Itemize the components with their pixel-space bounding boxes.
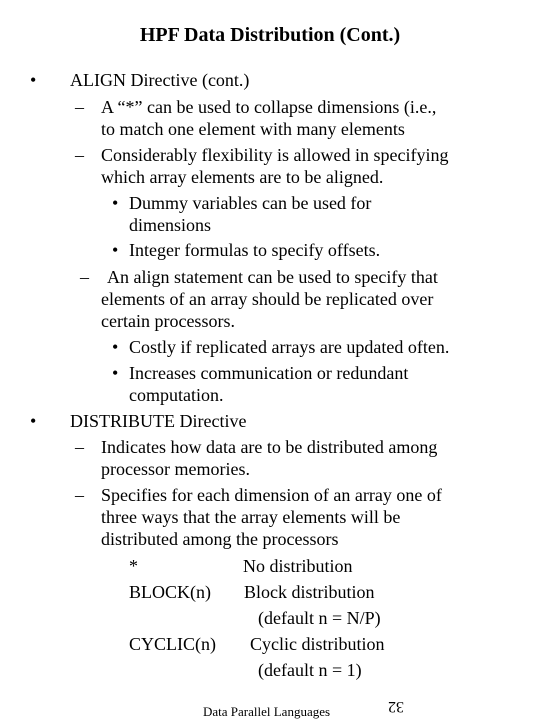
align-item-1-line-1: A “*” can be used to collapse dimensions (i.e., <box>101 97 437 117</box>
align-heading: ALIGN Directive (cont.) <box>70 70 250 90</box>
align-subitem-4-line-2: computation. <box>129 385 224 405</box>
dist-option-star-value: No distribution <box>243 556 353 576</box>
dist-option-cyclic-value: Cyclic distribution <box>250 634 385 654</box>
align-subitem-4-line-1: Increases communication or redundant <box>129 363 409 383</box>
dist-option-block-default: (default n = N/P) <box>258 608 381 628</box>
align-item-3-line-1: An align statement can be used to specify that <box>107 267 438 287</box>
align-subitem-3: Costly if replicated arrays are updated often. <box>129 337 450 357</box>
dash-a3: – <box>80 267 89 287</box>
align-item-2-line-1: Considerably flexibility is allowed in specifying <box>101 145 449 165</box>
distribute-item-1-line-1: Indicates how data are to be distributed among <box>101 437 438 457</box>
dist-option-cyclic-key: CYCLIC(n) <box>129 634 216 654</box>
align-subitem-1-line-1: Dummy variables can be used for <box>129 193 372 213</box>
distribute-item-2-line-2: three ways that the array elements will be <box>101 507 401 527</box>
bullet-a2s1: • <box>112 193 119 213</box>
align-item-1-line-2: to match one element with many elements <box>101 119 405 139</box>
distribute-heading: DISTRIBUTE Directive <box>70 411 247 431</box>
align-subitem-2: Integer formulas to specify offsets. <box>129 240 381 260</box>
dash-a2: – <box>75 145 84 165</box>
page-title: HPF Data Distribution (Cont.) <box>139 24 401 46</box>
dash-d2: – <box>75 485 84 505</box>
align-subitem-1-line-2: dimensions <box>129 215 212 235</box>
bullet-align: • <box>30 70 37 90</box>
distribute-item-2-line-1: Specifies for each dimension of an array one of <box>101 485 442 505</box>
footer-label: Data Parallel Languages <box>203 704 331 719</box>
dist-option-block-key: BLOCK(n) <box>129 582 211 602</box>
bullet-distribute: • <box>30 411 37 431</box>
dist-option-block-value: Block distribution <box>244 582 375 602</box>
align-item-2-line-2: which array elements are to be aligned. <box>101 167 384 187</box>
page-number: 32 <box>388 698 404 715</box>
dist-option-star-key: * <box>129 556 138 576</box>
bullet-a3s1: • <box>112 337 119 357</box>
dash-d1: – <box>75 437 84 457</box>
dash-a1: – <box>75 97 84 117</box>
distribute-item-1-line-2: processor memories. <box>101 459 250 479</box>
bullet-a2s2: • <box>112 240 119 260</box>
align-item-3-line-3: certain processors. <box>101 311 235 331</box>
bullet-a3s2: • <box>112 363 119 383</box>
dist-option-cyclic-default: (default n = 1) <box>258 660 362 680</box>
align-item-3-line-2: elements of an array should be replicated over <box>101 289 434 309</box>
distribute-item-2-line-3: distributed among the processors <box>101 529 339 549</box>
